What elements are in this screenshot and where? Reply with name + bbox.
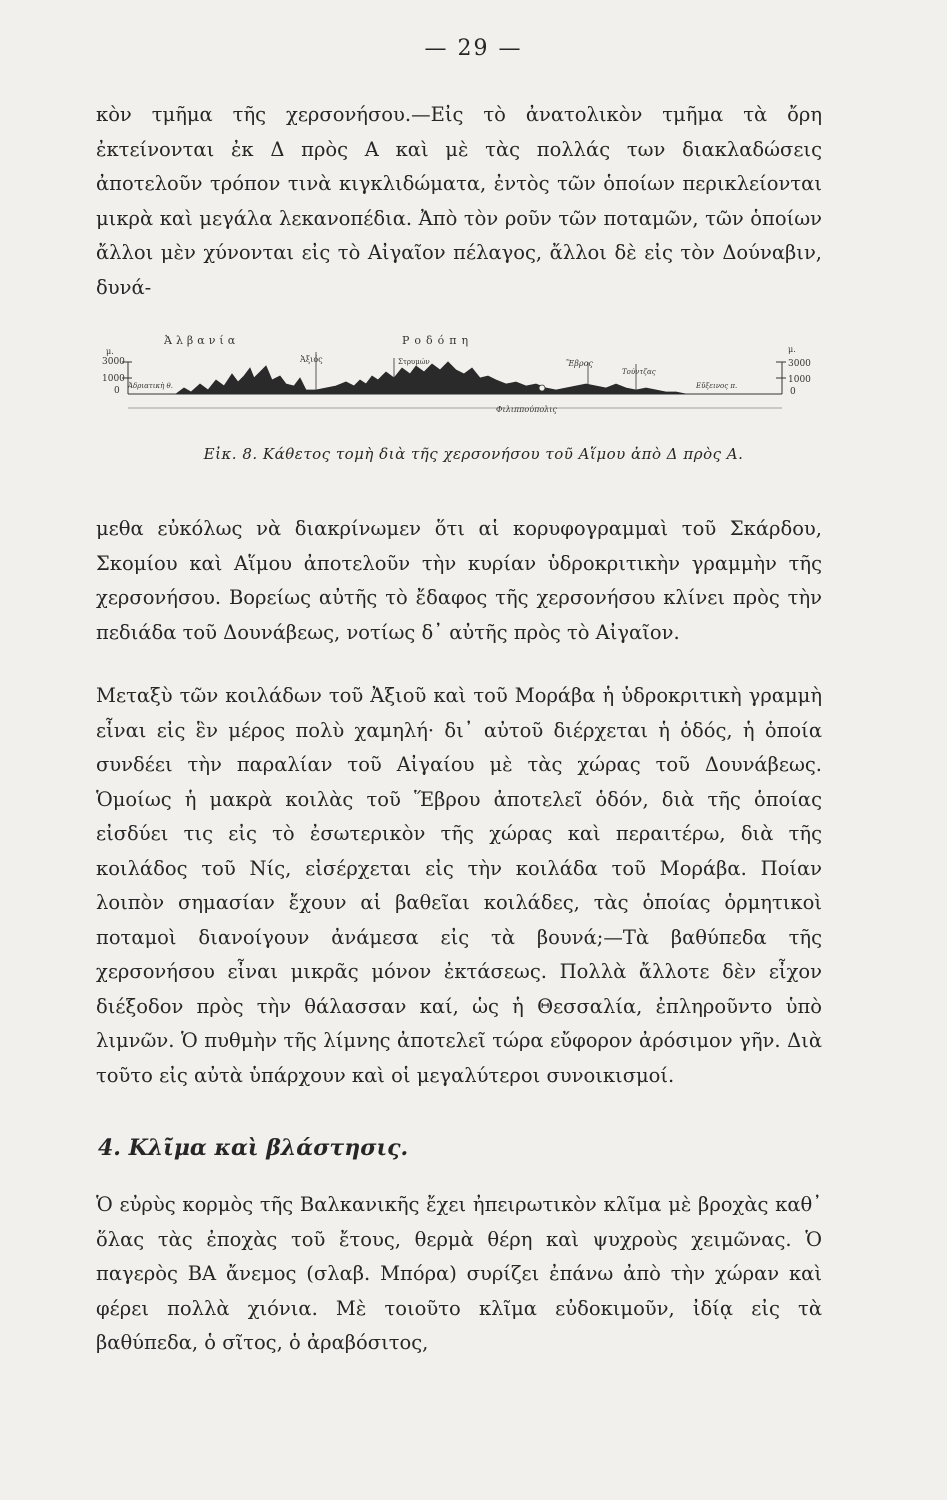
label-philippoupolis: Φιλιππούπολις: [496, 405, 557, 414]
cross-section-figure: [76, 322, 876, 440]
section-heading: 4. Κλῖμα καὶ βλάστησις.: [98, 1135, 409, 1161]
label-evros: Ἕβρος: [566, 359, 593, 368]
label-tountzas: Τούντζας: [622, 368, 656, 376]
label-strymon: Στρυμών: [398, 358, 430, 366]
label-axios: Ἀξιός: [300, 355, 323, 364]
page-number: — 29 —: [424, 36, 523, 61]
figure-caption: Εἰκ. 8. Κάθετος τομὴ διὰ τῆς χερσονήσου τοῦ Αἵμου ἀπὸ Δ πρὸς Α.: [203, 445, 744, 463]
left-elev-3000: 3000: [102, 357, 125, 367]
paragraph-2: μεθα εὐκόλως νὰ διακρίνωμεν ὅτι αἱ κορυφογραμμαὶ τοῦ Σκάρδου, Σκομίου καὶ Αἵμου ἀποτελοῦν τὴν κυρίαν ὑδροκριτικὴν γραμμὴν τῆς χερσονήσου. Βορείως αὐτῆς τὸ ἔδαφος τῆς χερσονήσου κλίνει πρὸς τὴν πεδιάδα τοῦ Δουνάβεως, νοτίως δ᾽ αὐτῆς πρὸς τὸ Αἰγαῖον.: [96, 517, 822, 644]
label-rhodope: Ροδόπη: [402, 334, 474, 347]
paragraph-1: κὸν τμῆμα τῆς χερσονήσου.—Εἰς τὸ ἀνατολικὸν τμῆμα τὰ ὄρη ἐκτείνονται ἐκ Δ πρὸς Α καὶ μὲ τὰς πολλάς των διακλαδώσεις ἀποτελοῦν τρόπον τινὰ κιγκλιδώματα, ἐντὸς τῶν ὁποίων περικλείονται μικρὰ καὶ μεγάλα λεκανοπέδια. Ἀπὸ τὸν ροῦν τῶν ποταμῶν, τῶν ὁποίων ἄλλοι μὲν χύνονται εἰς τὸ Αἰγαῖον πέλαγος, ἄλλοι δὲ εἰς τὸν Δούναβιν, δυνά-: [96, 103, 822, 299]
right-elev-0: 0: [790, 387, 796, 397]
left-elev-1000: 1000: [102, 374, 125, 384]
left-unit-label: μ.: [106, 347, 114, 356]
philippoupolis-marker: [539, 385, 545, 391]
cross-section-diagram: [76, 322, 876, 440]
label-euxine: Εὔξεινος π.: [696, 382, 738, 390]
right-elev-1000: 1000: [788, 375, 811, 385]
label-adriatic: Ἀδριατικὴ θ.: [128, 382, 173, 390]
paragraph-4: Ὁ εὐρὺς κορμὸς τῆς Βαλκανικῆς ἔχει ἠπειρωτικὸν κλῖμα μὲ βροχὰς καθ᾽ ὅλας τὰς ἐποχὰς τοῦ ἔτους, θερμὰ θέρη καὶ ψυχροὺς χειμῶνας. Ὁ παγερὸς ΒΑ ἄνεμος (σλαβ. Μπόρα) συρίζει ἐπάνω ἀπὸ τὴν χώραν καὶ φέρει πολλὰ χιόνια. Μὲ τοιοῦτο κλῖμα εὐδοκιμοῦν, ἰδίᾳ εἰς τὰ βαθύπεδα, ὁ σῖτος, ὁ ἀραβόσιτος,: [96, 1193, 822, 1354]
terrain-profile: [176, 362, 686, 394]
paragraph-3: Μεταξὺ τῶν κοιλάδων τοῦ Ἀξιοῦ καὶ τοῦ Μοράβα ἡ ὑδροκριτικὴ γραμμὴ εἶναι εἰς ἓν μέρος πολὺ χαμηλή· δι᾽ αὐτοῦ διέρχεται ἡ ὁδός, ἡ ὁποία συνδέει τὴν παραλίαν τοῦ Αἰγαίου μὲ τὰς χώρας τοῦ Δουνάβεως. Ὁμοίως ἡ μακρὰ κοιλὰς τοῦ Ἕβρου ἀποτελεῖ ὁδόν, διὰ τῆς ὁποίας εἰσδύει τις εἰς τὸ ἐσωτερικὸν τῆς χώρας καὶ περαιτέρω, διὰ τῆς κοιλάδος τοῦ Νίς, εἰσέρχεται εἰς τὴν κοιλάδα τοῦ Μοράβα. Ποίαν λοιπὸν σημασίαν ἔχουν αἱ βαθεῖαι κοιλάδες, τὰς ὁποίας ὁρμητικοὶ ποταμοὶ διανοίγουν ἀνάμεσα εἰς τὰ βουνά;—Τὰ βαθύπεδα τῆς χερσονήσου εἶναι μικρᾶς μόνον ἐκτάσεως. Πολλὰ ἄλλοτε δὲν εἶχον διέξοδον πρὸς τὴν θάλασσαν καί, ὡς ἡ Θεσσαλία, ἐπληροῦντο ὑπὸ λιμνῶν. Ὁ πυθμὴν τῆς λίμνης ἀποτελεῖ τώρα εὔφορον ἀρόσιμον γῆν. Διὰ τοῦτο εἰς αὐτὰ ὑπάρχουν καὶ οἱ μεγαλύτεροι συνοικισμοί.: [96, 684, 822, 1087]
right-elev-3000: 3000: [788, 359, 811, 369]
right-unit-label: μ.: [788, 345, 796, 354]
left-elev-0: 0: [114, 386, 120, 396]
label-albania: Ἀλβανία: [164, 334, 240, 347]
